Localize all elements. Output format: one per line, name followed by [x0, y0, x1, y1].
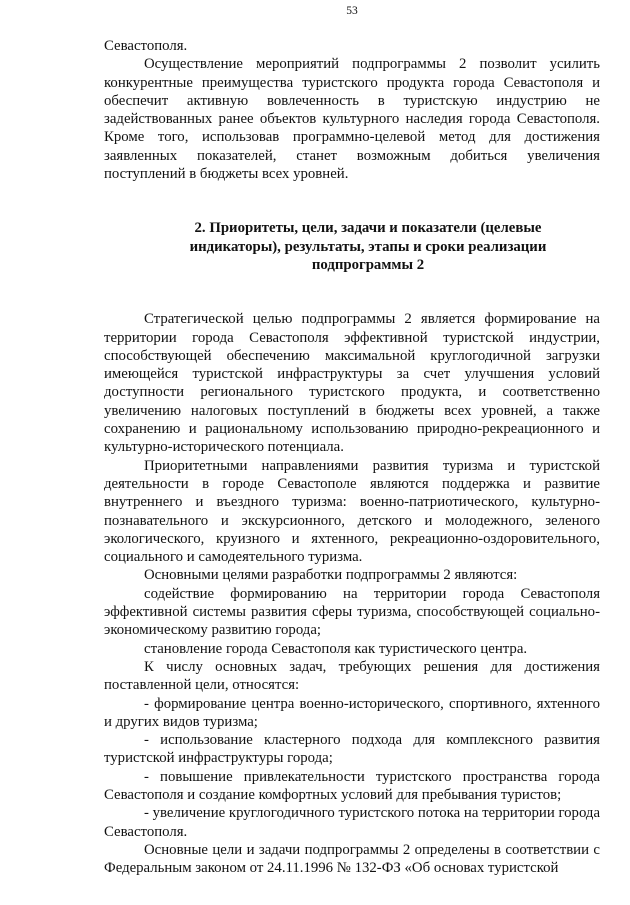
paragraph-strategic-goal: Стратегической целью подпрограммы 2 является формирование на территории города Севастополя эффективной туристской индустрии, способствующей обеспечению максимальной круглогодичной загрузки имеющейся туристской инфраструктуры за счет улучшения условий доступности регионального туристского продукта, и соответственно увеличению налоговых поступлений в бюджеты всех уровней, а также сохранению и рациональному использованию природно-рекреационного и культурно-исторического потенциала.	[104, 311, 600, 456]
list-item-task-4: - увеличение круглогодичного туристского потока на территории города Севастополя.	[104, 805, 601, 840]
paragraph-tasks-intro: К числу основных задач, требующих решения для достижения поставленной цели, относятся:	[104, 658, 600, 694]
section-heading: 2. Приоритеты, цели, задачи и показатели (целевые индикаторы), результаты, этапы и сроки реализации подпрограммы 2	[189, 220, 547, 273]
paragraph-goals-intro: Основными целями разработки подпрограммы 2 являются:	[144, 567, 518, 584]
paragraph-priorities: Приоритетными направлениями развития туризма и туристской деятельности в городе Севастополе являются поддержка и развитие внутреннего и въездного туризма: военно-патриотического, культурно-познавательного и экскурсионного, детского и молодежного, зеленого экологического, круизного и яхтенного, рекреационно-оздоровительного, социального и самодеятельного туризма.	[104, 457, 600, 566]
paragraph-legal-basis: Основные цели и задачи подпрограммы 2 определены в соответствии с Федеральным законом от 24.11.1996 № 132-ФЗ «Об основах туристской	[104, 841, 600, 877]
paragraph-goal-2: становление города Севастополя как туристического центра.	[144, 640, 528, 657]
list-item-task-3: - повышение привлекательности туристского пространства города Севастополя и создание комфортных условий для пребывания туристов;	[104, 768, 600, 803]
paragraph-goal-1: содействие формированию на территории города Севастополя эффективной системы развития сферы туризма, способствующей социально-экономическому развитию города;	[104, 585, 600, 639]
list-item-task-1: - формирование центра военно-исторического, спортивного, яхтенного и других видов туризма;	[104, 695, 600, 730]
list-item-task-2: - использование кластерного подхода для комплексного развития туристской инфраструктуры города;	[104, 732, 600, 767]
paragraph-continuation: Севастополя.	[104, 38, 188, 54]
document-body	[104, 37, 600, 877]
paragraph-intro: Осуществление мероприятий подпрограммы 2 позволит усилить конкурентные преимущества туристского продукта города Севастополя и обеспечит активную вовлеченность в туристскую индустрию не задействованных ранее объектов культурного наследия города Севастополя. Кроме того, использовав программно-целевой метод для достижения заявленных показателей, станет возможным добиться увеличения поступлений в бюджеты всех уровней.	[104, 56, 600, 183]
page-number: 53	[346, 5, 358, 17]
